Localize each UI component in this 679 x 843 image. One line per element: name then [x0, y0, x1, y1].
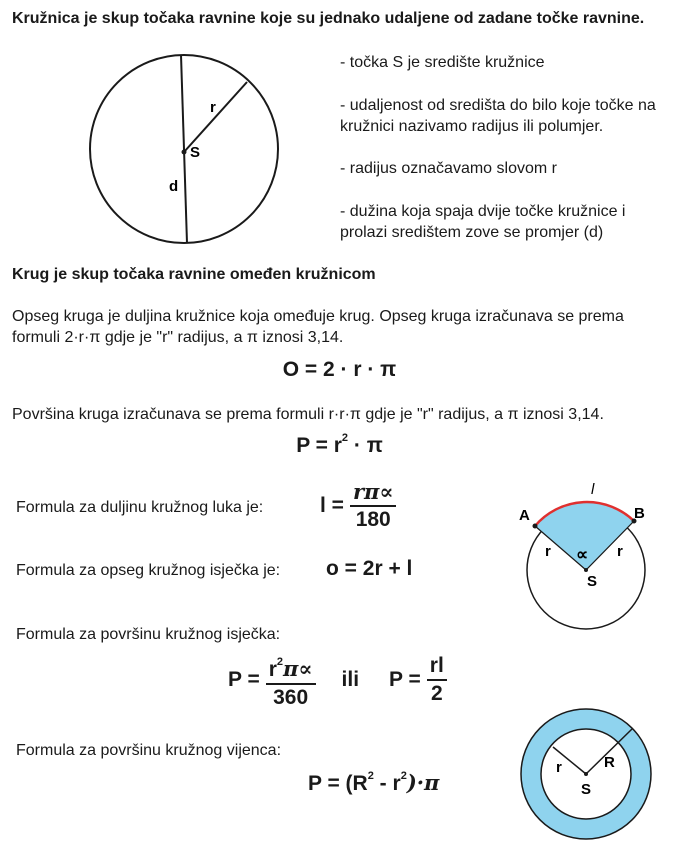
sector-radius-right: r — [617, 543, 623, 560]
isjecak-num1-rest: π∝ — [283, 656, 313, 681]
bullet-radius-definition: - udaljenost od središta do bilo koje točke na kružnici nazivamo radijus ili polumjer. — [340, 97, 656, 135]
center-point — [182, 150, 187, 155]
center-label: S — [190, 144, 201, 161]
vijenac-part-c: )·π — [406, 770, 440, 795]
opseg-isjecka-formula: o = 2r + l — [326, 557, 413, 580]
isjecak-fraction-1 — [266, 650, 316, 710]
isjecak-denominator-1: 360 — [273, 686, 309, 709]
luk-label: Formula za duljinu kružnog luka je: — [16, 499, 264, 516]
vijenac-label: Formula za površinu kružnog vijenca: — [16, 742, 282, 759]
povrsina-text: Površina kruga izračunava se prema formuli r·r·π gdje je "r" radijus, a π iznosi 3,14. — [12, 406, 604, 423]
isjecak-denominator-2: 2 — [430, 682, 443, 705]
opseg-formula: O = 2 · r · π — [282, 358, 397, 381]
sector-radius-left: r — [545, 543, 551, 560]
isjecak-lhs-2: P = — [389, 668, 421, 691]
krug-heading: Krug je skup točaka ravnine omeđen kružnicom — [12, 266, 376, 283]
opseg-text: Opseg kruga je duljina kružnice koja omeđuje krug. Opseg kruga izračunava se prema formuli 2·r·π gdje je "r" radijus, a π iznosi 3,14. — [12, 308, 624, 346]
povrsina-isjecka-formulas — [228, 650, 447, 710]
opseg-isjecka-label: Formula za opseg kružnog isječka je: — [16, 562, 281, 579]
radius-label: r — [210, 99, 216, 116]
bullet-radius-symbol: - radijus označavamo slovom r — [340, 160, 557, 177]
vijenac-part-a: P = (R — [308, 772, 368, 795]
angle-label: ∝ — [576, 545, 589, 564]
outer-radius-label: R — [604, 754, 615, 771]
povrsina-formula — [0, 432, 679, 458]
intro-heading: Kružnica je skup točaka ravnine koje su jednako udaljene od zadane točke ravnine. — [12, 10, 645, 27]
sector-diagram — [505, 478, 675, 648]
point-a-marker — [533, 524, 538, 529]
arc-label: l — [591, 481, 595, 498]
povrsina-formula-left: P = r — [296, 434, 342, 457]
annulus-center-marker — [584, 772, 588, 776]
vijenac-exp-2: 2 — [400, 770, 407, 782]
luk-lhs: l = — [320, 494, 344, 517]
ili-text: ili — [341, 668, 360, 691]
radius-line — [184, 82, 247, 152]
isjecak-num1-exp: 2 — [276, 656, 284, 668]
point-a-label: A — [519, 507, 530, 524]
isjecak-numerator-1 — [266, 650, 316, 685]
vijenac-formula — [308, 770, 439, 796]
diameter-label: d — [169, 178, 179, 195]
luk-formula — [320, 480, 396, 532]
isjecak-num1-base: r — [268, 658, 277, 681]
sector-center-label: S — [587, 573, 598, 590]
isjecak-numerator-2: rl — [427, 654, 447, 681]
povrsina-isjecka-label: Formula za površinu kružnog isječka: — [16, 626, 281, 643]
bullet-diameter: - dužina koja spaja dvije točke kružnice i prolazi središtem zove se promjer (d) — [340, 203, 626, 241]
sector-center-marker — [584, 568, 588, 572]
point-b-label: B — [634, 505, 645, 522]
luk-denominator: 180 — [355, 508, 391, 531]
povrsina-formula-right: · π — [348, 434, 383, 457]
isjecak-lhs-1: P = — [228, 668, 260, 691]
annulus-center-label: S — [581, 781, 592, 798]
isjecak-fraction-2 — [427, 654, 447, 706]
bullet-center: - točka S je središte kružnice — [340, 54, 545, 71]
luk-numerator: rπ∝ — [350, 480, 397, 507]
vijenac-exp-1: 2 — [367, 770, 374, 782]
inner-radius-label: r — [556, 759, 562, 776]
annulus-diagram — [505, 705, 675, 843]
luk-fraction — [350, 480, 397, 532]
povrsina-formula-exponent: 2 — [341, 432, 349, 444]
vijenac-part-b: - r — [373, 772, 401, 795]
circle-diagram — [80, 50, 290, 250]
